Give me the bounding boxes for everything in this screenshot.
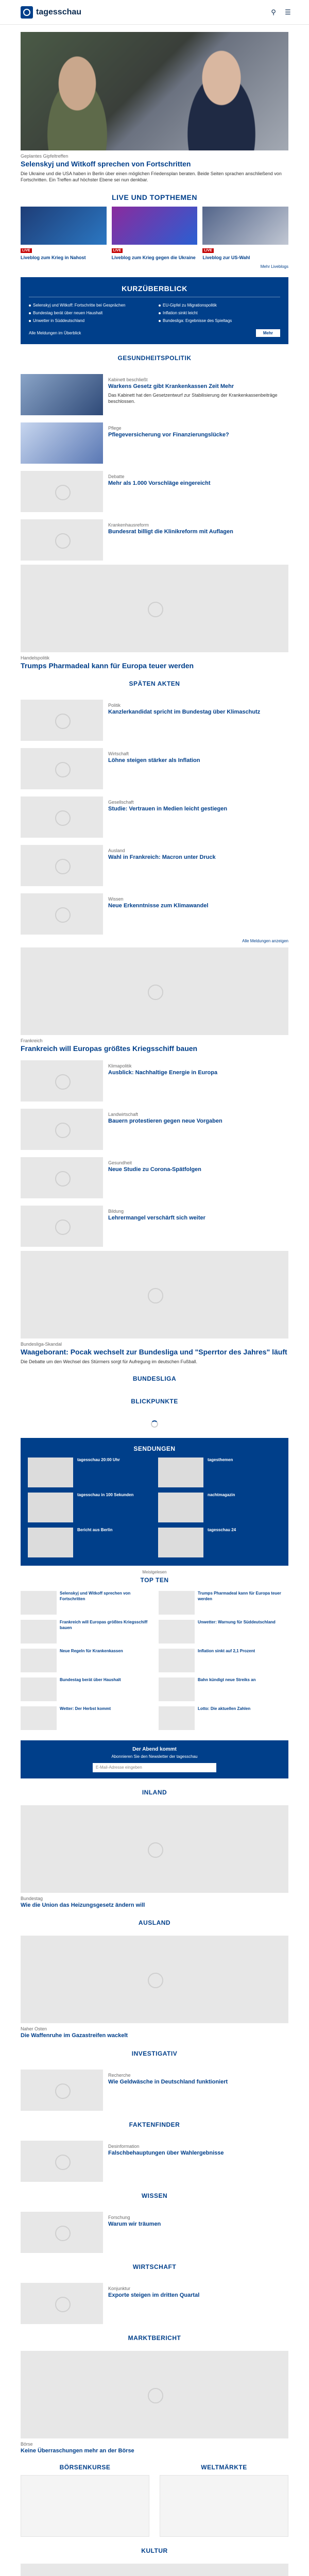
live-image [112, 207, 198, 245]
logo-text: tagesschau [36, 7, 82, 16]
story-headline: Kanzlerkandidat spricht im Bundestag über Klimaschutz [108, 709, 261, 716]
topten-image [21, 1677, 57, 1701]
feature-kicker: Frankreich [21, 1038, 43, 1044]
story-image [21, 893, 103, 935]
live-title: Liveblog zum Krieg in Nahost [21, 255, 86, 261]
inland-story[interactable] [21, 1805, 288, 1909]
live-list [21, 207, 288, 260]
topten-title: Trumps Pharmadeal kann für Europa teuer werden [198, 1591, 281, 1601]
story-headline: Studie: Vertrauen in Medien leicht gestiegen [108, 806, 228, 812]
inland-image [21, 1805, 288, 1893]
wirtschaft-image [21, 2283, 103, 2324]
topten-item[interactable] [159, 1591, 288, 1615]
story-headline: Neue Studie zu Corona-Spätfolgen [108, 1166, 201, 1173]
wirtschaft-story[interactable] [21, 2283, 288, 2324]
hero-image[interactable] [21, 32, 288, 150]
wissen-headline: Warum wir träumen [108, 2221, 161, 2227]
site-header [0, 0, 309, 25]
kultur-story[interactable] [21, 2564, 288, 2576]
brief-footer-text: Alle Meldungen im Überblick [29, 330, 81, 335]
sendung-item[interactable] [28, 1528, 151, 1557]
live-tag: LIVE [112, 248, 123, 253]
live-title: Liveblog zum Krieg gegen die Ukraine [111, 255, 196, 261]
topten-item[interactable] [159, 1620, 288, 1643]
story-image [21, 1060, 103, 1101]
all-news-link[interactable]: Alle Meldungen anzeigen [242, 939, 288, 944]
newsletter-subtitle: Abonnieren Sie den Newsletter der tagesschau [111, 1754, 198, 1759]
investigativ-image [21, 2070, 103, 2111]
story-headline: Neue Erkenntnisse zum Klimawandel [108, 903, 209, 909]
brief-col-2 [159, 301, 280, 325]
marktbericht-story[interactable] [21, 2351, 288, 2454]
live-image [21, 207, 107, 245]
story-kicker: Politik [108, 703, 121, 708]
story-headline: Bauern protestieren gegen neue Vorgaben [108, 1118, 222, 1125]
topten-image [159, 1677, 195, 1701]
marktbericht-kicker: Börse [21, 2441, 33, 2447]
topten-title: TOP TEN [140, 1577, 169, 1584]
sendung-image [158, 1528, 203, 1557]
brief-item[interactable]: Unwetter in Süddeutschland [29, 317, 150, 325]
brief-box [21, 277, 288, 344]
logo[interactable] [21, 6, 81, 19]
story-image [21, 1157, 103, 1198]
ausland-headline: Die Waffenruhe im Gazastreifen wackelt [21, 2032, 128, 2039]
sendung-item[interactable] [28, 1493, 151, 1522]
story-teaser[interactable] [21, 893, 288, 935]
story-teaser-text: Das Kabinett hat den Gesetzentwurf zur Stabilisierung der Krankenkassenbeiträge beschlossen. [108, 392, 278, 404]
inland-title: INLAND [142, 1789, 167, 1797]
sendung-title: nachtmagazin [208, 1493, 235, 1498]
story-teaser[interactable] [21, 471, 288, 512]
bundesliga-subtitle: BLICKPUNKTE [131, 1398, 178, 1405]
story-image [21, 700, 103, 741]
story-image [21, 1206, 103, 1247]
marktbericht-title: MARKTBERICHT [128, 2334, 181, 2342]
story-image [21, 471, 103, 512]
story-headline: Pflegeversicherung vor Finanzierungslücke? [108, 431, 229, 438]
story-headline: Warkens Gesetz gibt Krankenkassen Zeit Mehr [108, 383, 234, 389]
more-liveblogs-link[interactable]: Mehr Liveblogs [260, 264, 288, 269]
story-image [21, 1109, 103, 1150]
wirtschaft-title: WIRTSCHAFT [132, 2263, 177, 2270]
story-teaser[interactable] [21, 748, 288, 789]
newsletter-title: Der Abend kommt [132, 1747, 177, 1753]
sendung-title: tagesschau 20:00 Uhr [77, 1458, 120, 1463]
story-headline: Ausblick: Nachhaltige Energie in Europa [108, 1070, 218, 1076]
live-card[interactable] [21, 207, 107, 260]
topten-image [159, 1649, 195, 1672]
topten-image [21, 1591, 57, 1615]
live-card[interactable] [202, 207, 288, 260]
hero-kicker: Geplantes Gipfeltreffen [21, 154, 68, 159]
ausland-kicker: Naher Osten [21, 2026, 47, 2032]
story-headline: Mehr als 1.000 Vorschläge eingereicht [108, 480, 211, 486]
sendung-title: Bericht aus Berlin [77, 1528, 113, 1533]
topten-kicker: Meistgelesen [142, 1570, 167, 1575]
hero-headline[interactable]: Selenskyj und Witkoff sprechen von Fortschritten [21, 160, 191, 168]
story-image [21, 422, 103, 464]
live-card[interactable] [112, 207, 198, 260]
newsletter-box [21, 1740, 288, 1778]
investigativ-title: INVESTIGATIV [131, 2049, 178, 2057]
sendung-item[interactable] [28, 1458, 151, 1487]
faktenfinder-story[interactable] [21, 2141, 288, 2182]
wissen-title: WISSEN [141, 2192, 168, 2199]
kultur-title: KULTUR [141, 2547, 168, 2554]
topten-title: Bahn kündigt neue Streiks an [198, 1677, 256, 1683]
wissen-kicker: Forschung [108, 2214, 130, 2220]
topten-item[interactable] [159, 1649, 288, 1672]
faktenfinder-title: FAKTENFINDER [129, 2121, 180, 2128]
story-teaser[interactable] [21, 519, 288, 561]
topten-image [159, 1706, 195, 1730]
story2-kicker: Bundesliga-Skandal [21, 1342, 62, 1347]
brief-item[interactable]: Bundestag berät über neuen Haushalt [29, 309, 150, 317]
topten-image [159, 1591, 195, 1615]
markets [21, 2460, 288, 2537]
weltmaerkte-title: WELTMÄRKTE [201, 2463, 247, 2471]
story-kicker: Pflege [108, 425, 122, 431]
bundesliga-title: BUNDESLIGA [132, 1375, 177, 1383]
live-tag: LIVE [202, 248, 214, 253]
inland-kicker: Bundestag [21, 1896, 43, 1902]
topten-item[interactable] [159, 1677, 288, 1701]
story-headline: Lehrermangel verschärft sich weiter [108, 1215, 205, 1222]
feature-headline: Frankreich will Europas größtes Kriegsschiff bauen [21, 1044, 198, 1053]
sendung-image [28, 1493, 73, 1522]
live-image [202, 207, 288, 245]
investigativ-story[interactable] [21, 2070, 288, 2111]
topten-title: Lotto: Die aktuellen Zahlen [198, 1706, 251, 1711]
topten-image [21, 1706, 57, 1730]
marktbericht-headline: Keine Überraschungen mehr an der Börse [21, 2447, 134, 2454]
story-teaser[interactable] [21, 845, 288, 886]
brief-title: KURZÜBERBLICK [29, 281, 280, 297]
boersenkurse-title: BÖRSENKURSE [59, 2463, 111, 2471]
main-story[interactable] [21, 565, 288, 670]
story-teaser[interactable] [21, 1157, 288, 1198]
topten-title: Frankreich will Europas größtes Kriegsschiff bauen [60, 1620, 148, 1630]
topten-title: Selenskyj und Witkoff sprechen von Fortschritten [60, 1591, 131, 1601]
live-section-title: LIVE UND TOPTHEMEN [112, 193, 197, 202]
story-teaser[interactable] [21, 700, 288, 741]
topten-item[interactable] [21, 1677, 150, 1701]
faktenfinder-image [21, 2141, 103, 2182]
topten-image [159, 1620, 195, 1643]
weltmaerkte-widget[interactable] [160, 2475, 288, 2537]
topten-item[interactable] [21, 1649, 150, 1672]
topten-title: Neue Regeln für Krankenkassen [60, 1649, 123, 1654]
hero-teaser: Die Ukraine und die USA haben in Berlin über einen möglichen Friedensplan beraten. Beide Seiten sprachen anschließend von Fortschritten. Ein Treffen auf höchster Ebene sei nun denkbar. [21, 171, 282, 182]
main-story-kicker: Handelspolitik [21, 655, 50, 660]
story-kicker: Debatte [108, 473, 125, 479]
ausland-title: AUSLAND [138, 1919, 171, 1927]
wirtschaft-kicker: Konjunktur [108, 2285, 131, 2291]
live-title: Liveblog zur US-Wahl [202, 255, 250, 261]
sendung-image [28, 1458, 73, 1487]
feature-image [21, 947, 288, 1035]
story-headline: Bundesrat billigt die Klinikreform mit Auflagen [108, 528, 233, 535]
faktenfinder-kicker: Desinformation [108, 2143, 140, 2149]
sendung-image [158, 1493, 203, 1522]
story-teaser[interactable] [21, 1060, 288, 1101]
story-teaser[interactable] [21, 1206, 288, 1247]
topten-item[interactable] [21, 1706, 150, 1730]
topten-item[interactable] [21, 1620, 150, 1643]
story-kicker: Wirtschaft [108, 751, 129, 757]
faktenfinder-headline: Falschbehauptungen über Wahlergebnisse [108, 2149, 224, 2156]
brief-col-1 [29, 301, 150, 325]
brief-item[interactable]: Inflation sinkt leicht [159, 309, 280, 317]
investigativ-kicker: Recherche [108, 2072, 131, 2078]
wirtschaft-headline: Exporte steigen im dritten Quartal [108, 2292, 200, 2298]
story-teaser[interactable] [21, 374, 288, 415]
investigativ-headline: Wie Geldwäsche in Deutschland funktioniert [108, 2078, 228, 2085]
story-image [21, 845, 103, 886]
story-kicker: Kabinett beschließt [108, 377, 148, 382]
brief-item[interactable]: EU-Gipfel zu Migrationspolitik [159, 301, 280, 309]
latest-section-title: SPÄTEN AKTEN [129, 680, 180, 688]
live-tag: LIVE [21, 248, 32, 253]
story-kicker: Wissen [108, 896, 124, 902]
story2[interactable] [21, 1251, 288, 1365]
sendung-item[interactable] [158, 1458, 281, 1487]
sendung-item[interactable] [158, 1493, 281, 1522]
story-teaser[interactable] [21, 422, 288, 464]
story-image [21, 748, 103, 789]
story-headline: Wahl in Frankreich: Macron unter Druck [108, 854, 216, 861]
brief-item[interactable]: Selenskyj und Witkoff: Fortschritte bei Gesprächen [29, 301, 150, 309]
sendung-item[interactable] [158, 1528, 281, 1557]
story-kicker: Ausland [108, 848, 125, 854]
story-image [21, 519, 103, 561]
logo-icon [21, 6, 33, 19]
story-kicker: Gesundheit [108, 1160, 132, 1166]
kultur-image [21, 2564, 288, 2576]
sendung-image [158, 1458, 203, 1487]
story-kicker: Bildung [108, 1209, 124, 1214]
wissen-image [21, 2212, 103, 2253]
story-teaser[interactable] [21, 1109, 288, 1150]
feature-story[interactable] [21, 947, 288, 1053]
ausland-image [21, 1936, 288, 2023]
sendungen-band [21, 1438, 288, 1566]
politik-section-title: GESUNDHEITSPOLITIK [117, 354, 192, 362]
search-icon[interactable]: ⚲ [271, 8, 276, 16]
brief-more-button[interactable]: Mehr [256, 329, 280, 337]
topten-item[interactable] [159, 1706, 288, 1730]
topten-title: Unwetter: Warnung für Süddeutschland [198, 1620, 276, 1625]
sendung-image [28, 1528, 73, 1557]
sendung-title: tagesthemen [208, 1458, 233, 1463]
topten-image [21, 1620, 57, 1643]
story-kicker: Landwirtschaft [108, 1112, 139, 1117]
sendungen-title: SENDUNGEN [133, 1445, 176, 1453]
story-image [21, 796, 103, 838]
topten-title: Wetter: Der Herbst kommt [60, 1706, 111, 1711]
story-kicker: Klimapolitik [108, 1063, 132, 1069]
topten-title: Bundestag berät über Haushalt [60, 1677, 121, 1683]
boersenkurse-widget[interactable] [21, 2475, 149, 2537]
brief-item[interactable]: Bundesliga: Ergebnisse des Spieltags [159, 317, 280, 325]
topten-list [21, 1591, 288, 1730]
story2-headline: Waageborant: Pocak wechselt zur Bundesliga und "Sperrtor des Jahres" läuft [21, 1348, 287, 1357]
main-story-headline: Trumps Pharmadeal kann für Europa teuer werden [21, 661, 194, 670]
wissen-story[interactable] [21, 2212, 288, 2253]
ausland-story[interactable] [21, 1936, 288, 2039]
sendung-title: tagesschau in 100 Sekunden [77, 1493, 134, 1498]
story-kicker: Krankenhausreform [108, 522, 149, 528]
menu-icon[interactable]: ☰ [285, 8, 291, 16]
inland-headline: Wie die Union das Heizungsgesetz ändern will [21, 1902, 145, 1909]
story-headline: Löhne steigen stärker als Inflation [108, 757, 200, 764]
topten-image [21, 1649, 57, 1672]
topten-title: Inflation sinkt auf 2,1 Prozent [198, 1649, 255, 1654]
story-image [21, 374, 103, 415]
story-kicker: Gesellschaft [108, 800, 134, 805]
main-story-image [21, 565, 288, 652]
sendung-title: tagesschau 24 [208, 1528, 236, 1533]
story-teaser[interactable] [21, 796, 288, 838]
newsletter-email-input[interactable]: E-Mail-Adresse eingeben [93, 1763, 216, 1772]
topten-item[interactable] [21, 1591, 150, 1615]
story2-teaser: Die Debatte um den Wechsel des Stürmers sorgt für Aufregung im deutschen Fußball. [21, 1359, 198, 1365]
marktbericht-image [21, 2351, 288, 2438]
loading-spinner-icon [151, 1420, 158, 1428]
story2-image [21, 1251, 288, 1338]
